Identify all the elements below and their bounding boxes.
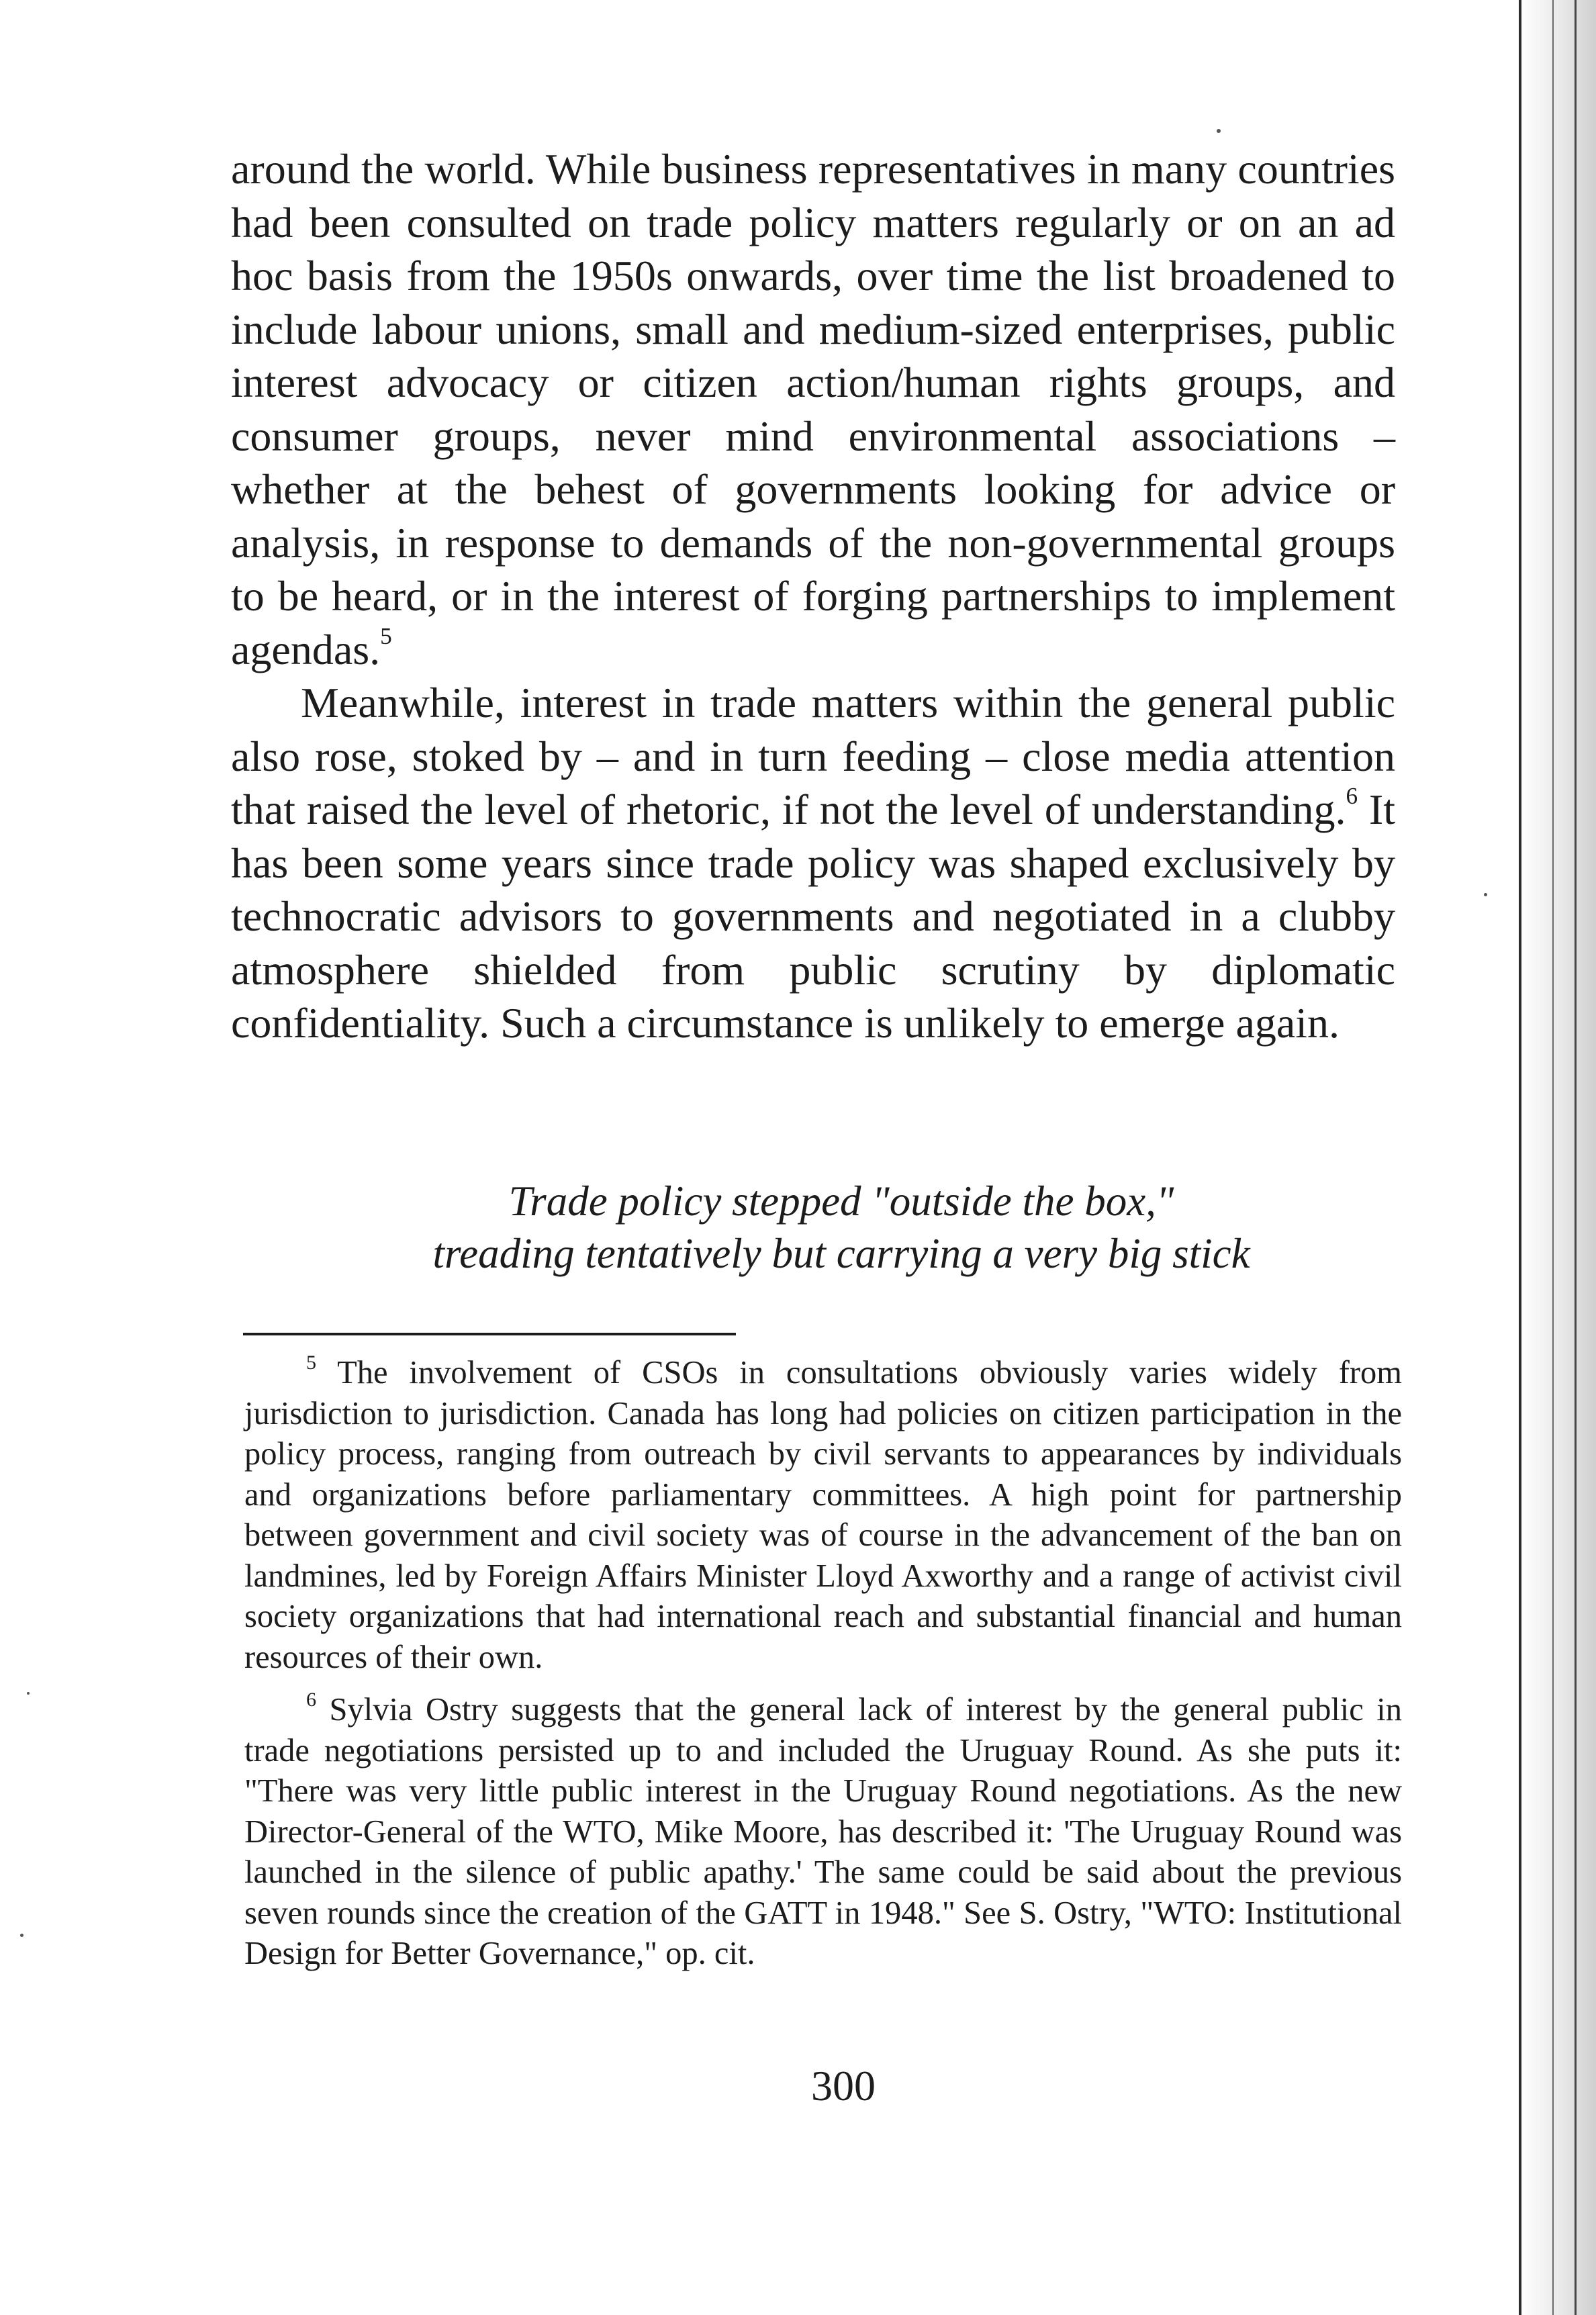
scan-speck xyxy=(1484,893,1487,896)
section-subheading xyxy=(231,1175,1452,1280)
spine-edge-line xyxy=(1519,0,1521,2315)
scan-speck xyxy=(1217,129,1221,133)
scan-speck xyxy=(20,1934,24,1937)
page-number: 300 xyxy=(811,2062,876,2110)
subheading-line: treading tentatively but carrying a very big stick xyxy=(432,1230,1250,1277)
footnotes xyxy=(244,1350,1403,1975)
paragraph: Meanwhile, interest in trade matters within the general public also rose, stoked by – and in turn feeding – close media attention that raised the level of rhetoric, if not the level of understanding.$^6$ It has been some years since trade policy was shaped exclusively by technocratic advisors to governments and negotiated in a clubby atmosphere shielded from public scrutiny by diplomatic confidentiality. Such a circumstance is unlikely to emerge again. xyxy=(231,679,1395,1047)
footnote-separator xyxy=(243,1333,736,1335)
footnote-mark: 6 xyxy=(306,1687,317,1711)
paragraph: around the world. While business representatives in many countries had been consulted on trade policy matters regularly or on an ad hoc basis from the 1950s onwards, over time the list broadened to include labour unions, small and medium-sized enterprises, public interest advocacy or citizen action/human rights groups, and consumer groups, never mind environmental associations – whether at the behest of governments looking for advice or analysis, in response to demands of the non-governmental groups to be heard, or in the interest of forging partnerships to implement agendas.$^5$ xyxy=(231,145,1395,673)
book-spine-shadow xyxy=(1519,0,1596,2315)
footnote: $^6$ Sylvia Ostry suggests that the general lack of interest by the general public in trade negotiations persisted up to and included the Uruguay Round. As she puts it: "There was very little public interest in the Uruguay Round negotiations. As the new Director-General of the WTO, Mike Moore, has described it: 'The Uruguay Round was launched in the silence of public apathy.' The same could be said about the previous seven rounds since the creation of the GATT in 1948." See S. Ostry, "WTO: Institutional Design for Better Governance," op. cit. xyxy=(244,1687,1403,1971)
footnote-reference: 5 xyxy=(380,622,392,649)
spine-edge-line xyxy=(1575,0,1577,2315)
body-text xyxy=(231,142,1395,1050)
scan-speck xyxy=(27,1692,30,1695)
subheading-line: Trade policy stepped "outside the box," xyxy=(508,1178,1174,1225)
spine-edge-line xyxy=(1552,0,1554,2315)
footnote-mark: 5 xyxy=(306,1350,317,1374)
footnote-reference: 6 xyxy=(1346,783,1358,810)
footnote: $^5$ The involvement of CSOs in consultations obviously varies widely from jurisdiction to jurisdiction. Canada has long had policies on citizen participation in the policy process, ranging from outreach by civil servants to appearances by individuals and organizations before parliamentary committees. A high point for partnership between government and civil society was of course in the advancement of the ban on landmines, led by Foreign Affairs Minister Lloyd Axworthy and a range of activist civil society organizations that had international reach and substantial financial and human resources of their own. xyxy=(244,1350,1403,1675)
